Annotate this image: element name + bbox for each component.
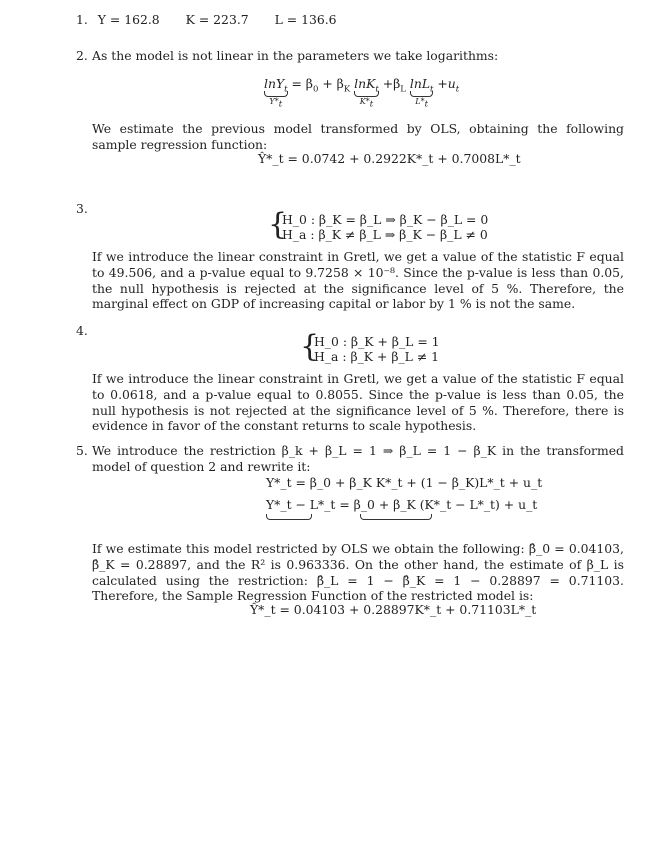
q3-number: 3. [76, 201, 88, 216]
q3-ha: H_a : β_K ≠ β_L ⇒ β_K − β_L ≠ 0 [282, 227, 488, 242]
q1-kbar: K = 223.7 [185, 12, 249, 27]
q1-number: 1. [76, 12, 88, 27]
q5-equation-1: Y*_t = β_0 + β_K K*_t + (1 − β_K)L*_t + u_t [266, 475, 543, 490]
q5-underbrace-left [266, 514, 312, 520]
q4-h0: H_0 : β_K + β_L = 1 [314, 334, 440, 349]
q1-lbar: L = 136.6 [274, 12, 337, 27]
q5-equation-2: Y*_t − L*_t = β_0 + β_K (K*_t − L*_t) + u_t [266, 497, 538, 512]
q4-text: If we introduce the linear constraint in Gretl, we get a value of the statistic F equal to 0.0618, and a p-value equal to 0.8055. Since the p-value is less than 0.05, the null hypothesis is not rejected at the significance level of 5 %. Therefore, there is evidence in favor of the constant returns to scale hypothesis. [92, 371, 624, 434]
q1-ybar: Y = 162.8 [97, 12, 160, 27]
q2-number: 2. [76, 48, 88, 63]
q2-text: We estimate the previous model transformed by OLS, obtaining the following sample regression function: [92, 121, 624, 152]
q5-text: If we estimate this model restricted by OLS we obtain the following: β̂_0 = 0.04103, β̂_K = 0.28897, and the R² is 0.963336. On the other hand, the estimate of β_L is calculated using the restriction: β̂_L = 1 − β̂_K = 1 − 0.28897 = 0.71103. Therefore, the Sample Regression Function of the restricted model is: [92, 541, 624, 604]
q2-log-equation: lnY$_t$ $Y*_t$ = $\beta_0 + \beta_K$ lnK$_t$ $K*_t$ $+\beta_L$ lnL$_t$ $L*_t$ $+u_t$ [264, 76, 460, 110]
q5-intro: We introduce the restriction β_k + β_L = 1 ⇒ β_L = 1 − β_K in the transformed model of question 2 and rewrite it: [92, 443, 624, 474]
q3-h0: H_0 : β_K = β_L ⇒ β_K − β_L = 0 [282, 212, 489, 227]
q2-intro: As the model is not linear in the parameters we take logarithms: [92, 48, 499, 63]
q5-number: 5. [76, 443, 88, 458]
q3-text: If we introduce the linear constraint in Gretl, we get a value of the statistic F equal to 49.506, and a p-value equal to 9.7258 × 10⁻⁸. Since the p-value is less than 0.05, the null hypothesis is rejected at the significance level of 5 %. Therefore, the marginal effect on GDP of increasing capital or labor by 1 % is not the same. [92, 249, 624, 312]
q5-underbrace-right [360, 514, 432, 520]
q2-srf: Ŷ*_t = 0.0742 + 0.2922K*_t + 0.7008L*_t [258, 151, 521, 166]
q1 [76, 12, 337, 27]
q4-ha: H_a : β_K + β_L ≠ 1 [314, 349, 440, 364]
q5-srf: Ŷ*_t = 0.04103 + 0.28897K*_t + 0.71103L*_t [250, 602, 537, 617]
q4-number: 4. [76, 323, 88, 338]
